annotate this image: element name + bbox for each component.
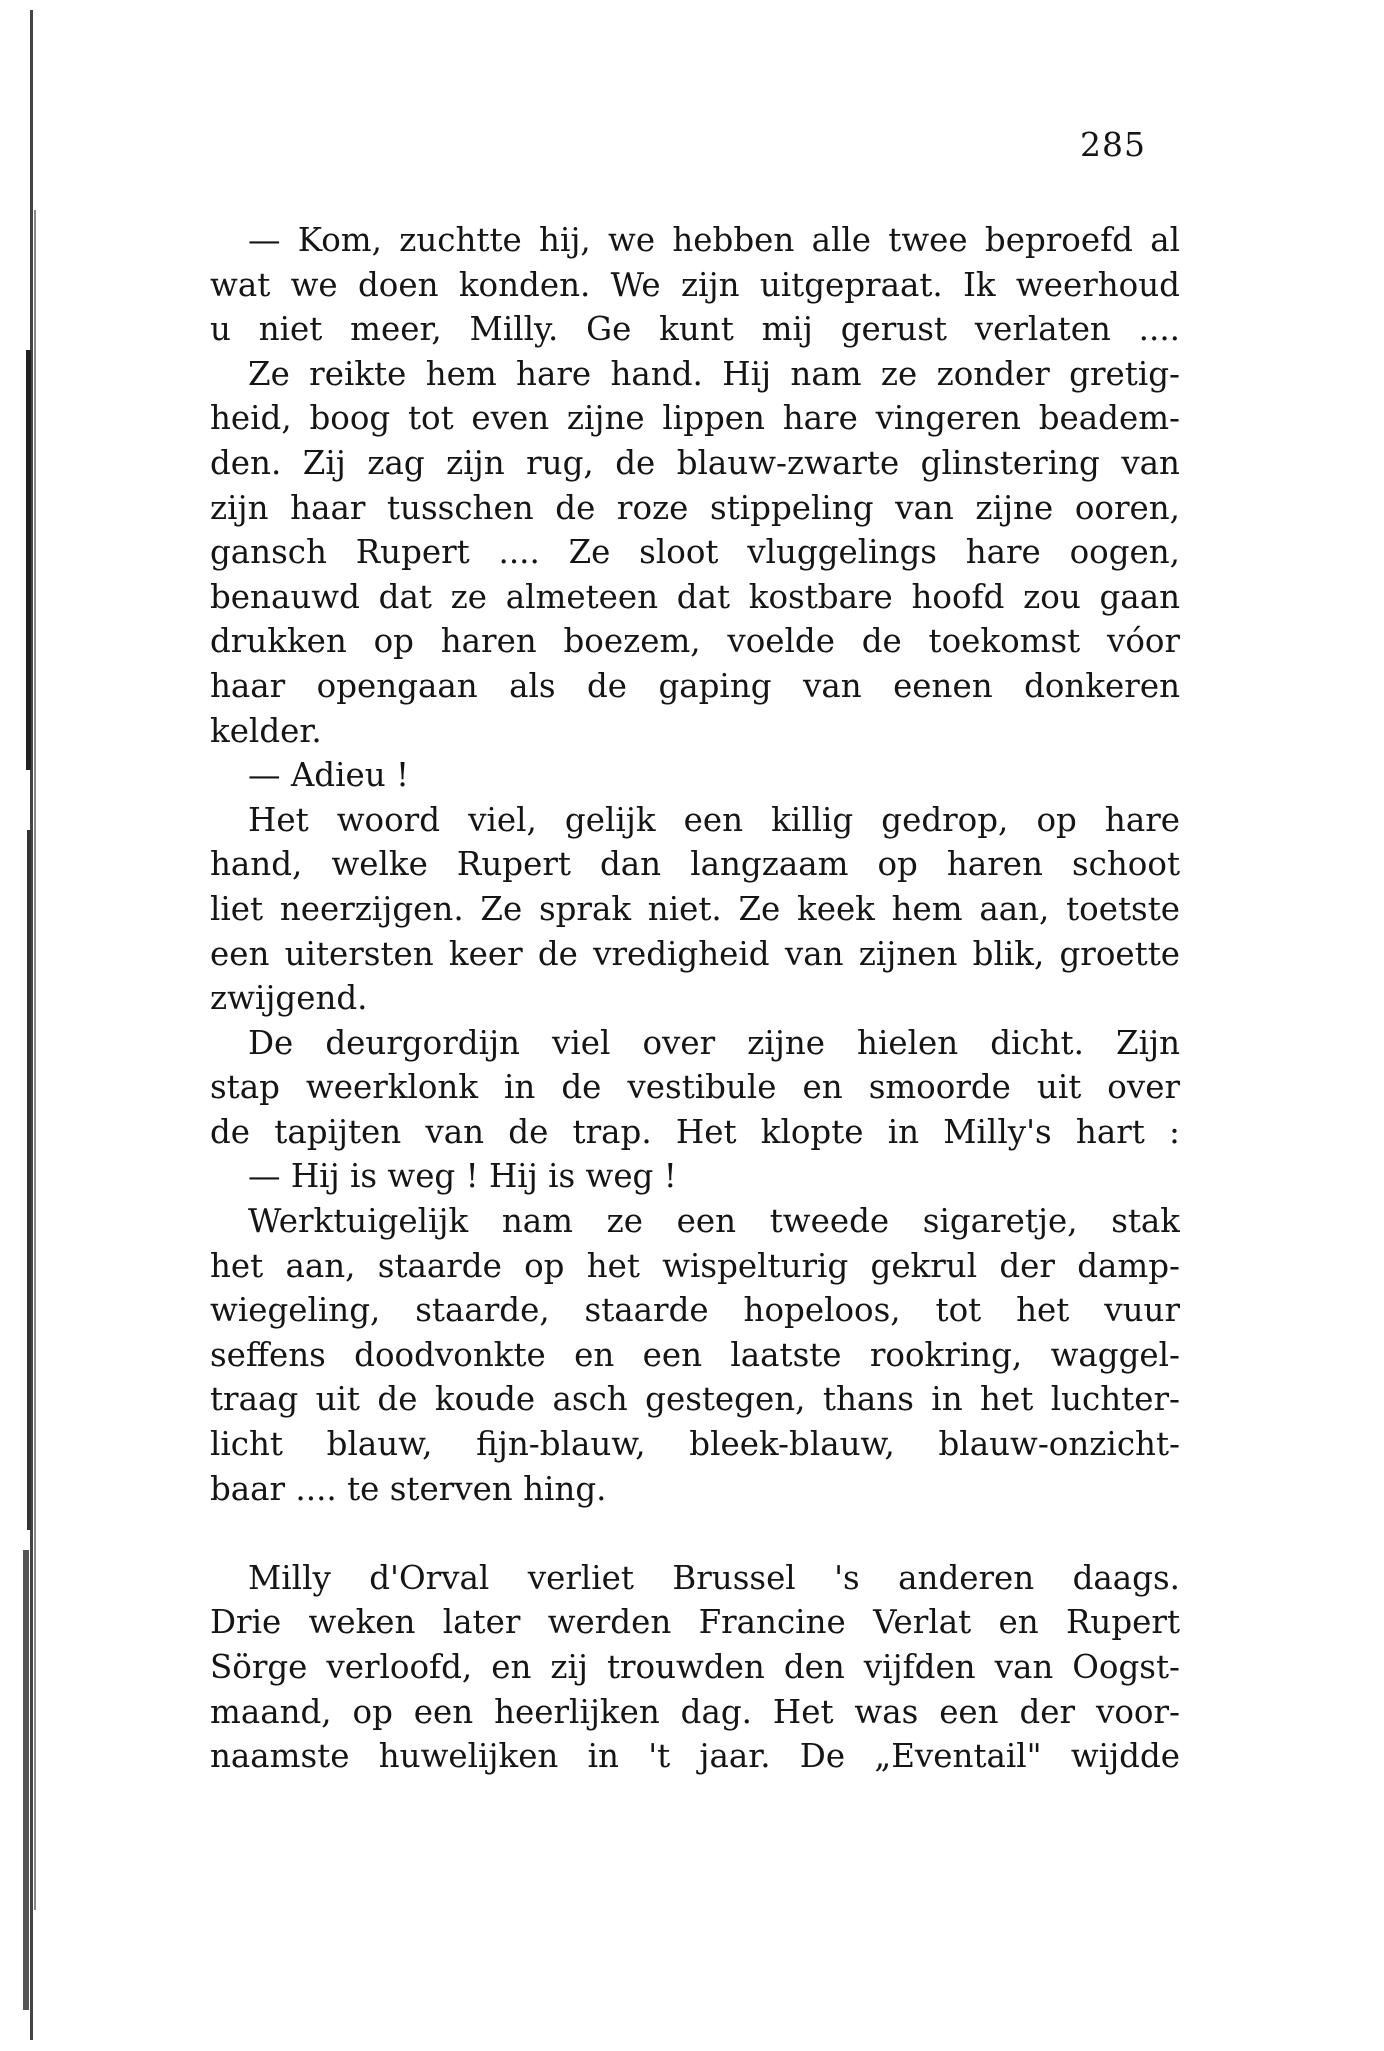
paragraph-ze-reikte (210, 352, 1180, 753)
text-line: wiegeling, staarde, staarde hopeloos, tot het vuur (210, 1291, 1180, 1330)
text-line: hand, welke Rupert dan langzaam op haren schoot (210, 845, 1180, 884)
text-line: traag uit de koude asch gestegen, thans in het luchter- (210, 1380, 1180, 1419)
text-line: zijn haar tusschen de roze stippeling van zijne ooren, (210, 488, 1180, 527)
text-line: de tapijten van de trap. Het klopte in Milly's hart : (210, 1112, 1180, 1151)
text-line: De deurgordijn viel over zijne hielen dicht. Zijn (248, 1023, 1180, 1062)
text-line: — Kom, zuchtte hij, we hebben alle twee beproefd al (248, 221, 1180, 259)
text-line: liet neerzijgen. Ze sprak niet. Ze keek hem aan, toetste (210, 889, 1180, 928)
text-line: gansch Rupert .... Ze sloot vluggelings hare oogen, (210, 533, 1180, 572)
text-line: den. Zij zag zijn rug, de blauw-zwarte glinstering van (210, 443, 1180, 482)
paragraph-werktuigelijk (210, 1199, 1180, 1511)
paragraph-het-woord (210, 798, 1180, 1021)
text-line: benauwd dat ze almeteen dat kostbare hoofd zou gaan (210, 577, 1180, 616)
text-line: een uitersten keer de vredigheid van zijnen blik, groette (210, 934, 1180, 973)
text-line: licht blauw, fijn-blauw, bleek-blauw, blauw-onzicht- (210, 1425, 1180, 1464)
text-line: het aan, staarde op het wispelturig gekrul der damp- (210, 1246, 1180, 1285)
paragraph-hij-is-weg (210, 1154, 1180, 1199)
section-break (210, 1511, 1180, 1556)
text-line: naamste huwelijken in 't jaar. De „Eventail" wijdde (210, 1737, 1180, 1776)
paragraph-dialogue-kom (210, 218, 1180, 352)
text-line: kelder. (210, 711, 322, 750)
text-line: haar opengaan als de gaping van eenen donkeren (210, 666, 1180, 705)
binding-edge-shadow (18, 10, 44, 2040)
paragraph-milly-dorval (210, 1556, 1180, 1779)
text-line: Ze reikte hem hare hand. Hij nam ze zonder gretig- (248, 354, 1180, 393)
text-line: seffens doodvonkte en een laatste rookring, waggel- (210, 1335, 1180, 1374)
body-text (210, 218, 1180, 1779)
text-line: wat we doen konden. We zijn uitgepraat. Ik weerhoud (210, 265, 1180, 304)
text-line: drukken op haren boezem, voelde de toekomst vóor (210, 622, 1180, 661)
text-line: — Hij is weg ! Hij is weg ! (248, 1157, 677, 1196)
text-line: Het woord viel, gelijk een killig gedrop, op hare (248, 800, 1180, 839)
text-line: baar .... te sterven hing. (210, 1469, 607, 1508)
text-line: Drie weken later werden Francine Verlat en Rupert (210, 1603, 1180, 1642)
text-line: Sörge verloofd, en zij trouwden den vijfden van Oogst- (210, 1648, 1180, 1686)
text-line: u niet meer, Milly. Ge kunt mij gerust verlaten .... (210, 310, 1180, 349)
text-line: maand, op een heerlijken dag. Het was een der voor- (210, 1692, 1180, 1731)
paragraph-adieu (210, 753, 1180, 798)
text-line: heid, boog tot even zijne lippen hare vingeren beadem- (210, 399, 1180, 438)
text-line: Milly d'Orval verliet Brussel 's anderen daags. (248, 1558, 1180, 1597)
text-line: Werktuigelijk nam ze een tweede sigaretje, stak (248, 1202, 1180, 1241)
paragraph-deurgordijn (210, 1021, 1180, 1155)
text-line: zwijgend. (210, 979, 368, 1018)
text-line: stap weerklonk in de vestibule en smoorde uit over (210, 1068, 1180, 1107)
page-number: 285 (1080, 125, 1146, 164)
text-line: — Adieu ! (248, 756, 410, 795)
